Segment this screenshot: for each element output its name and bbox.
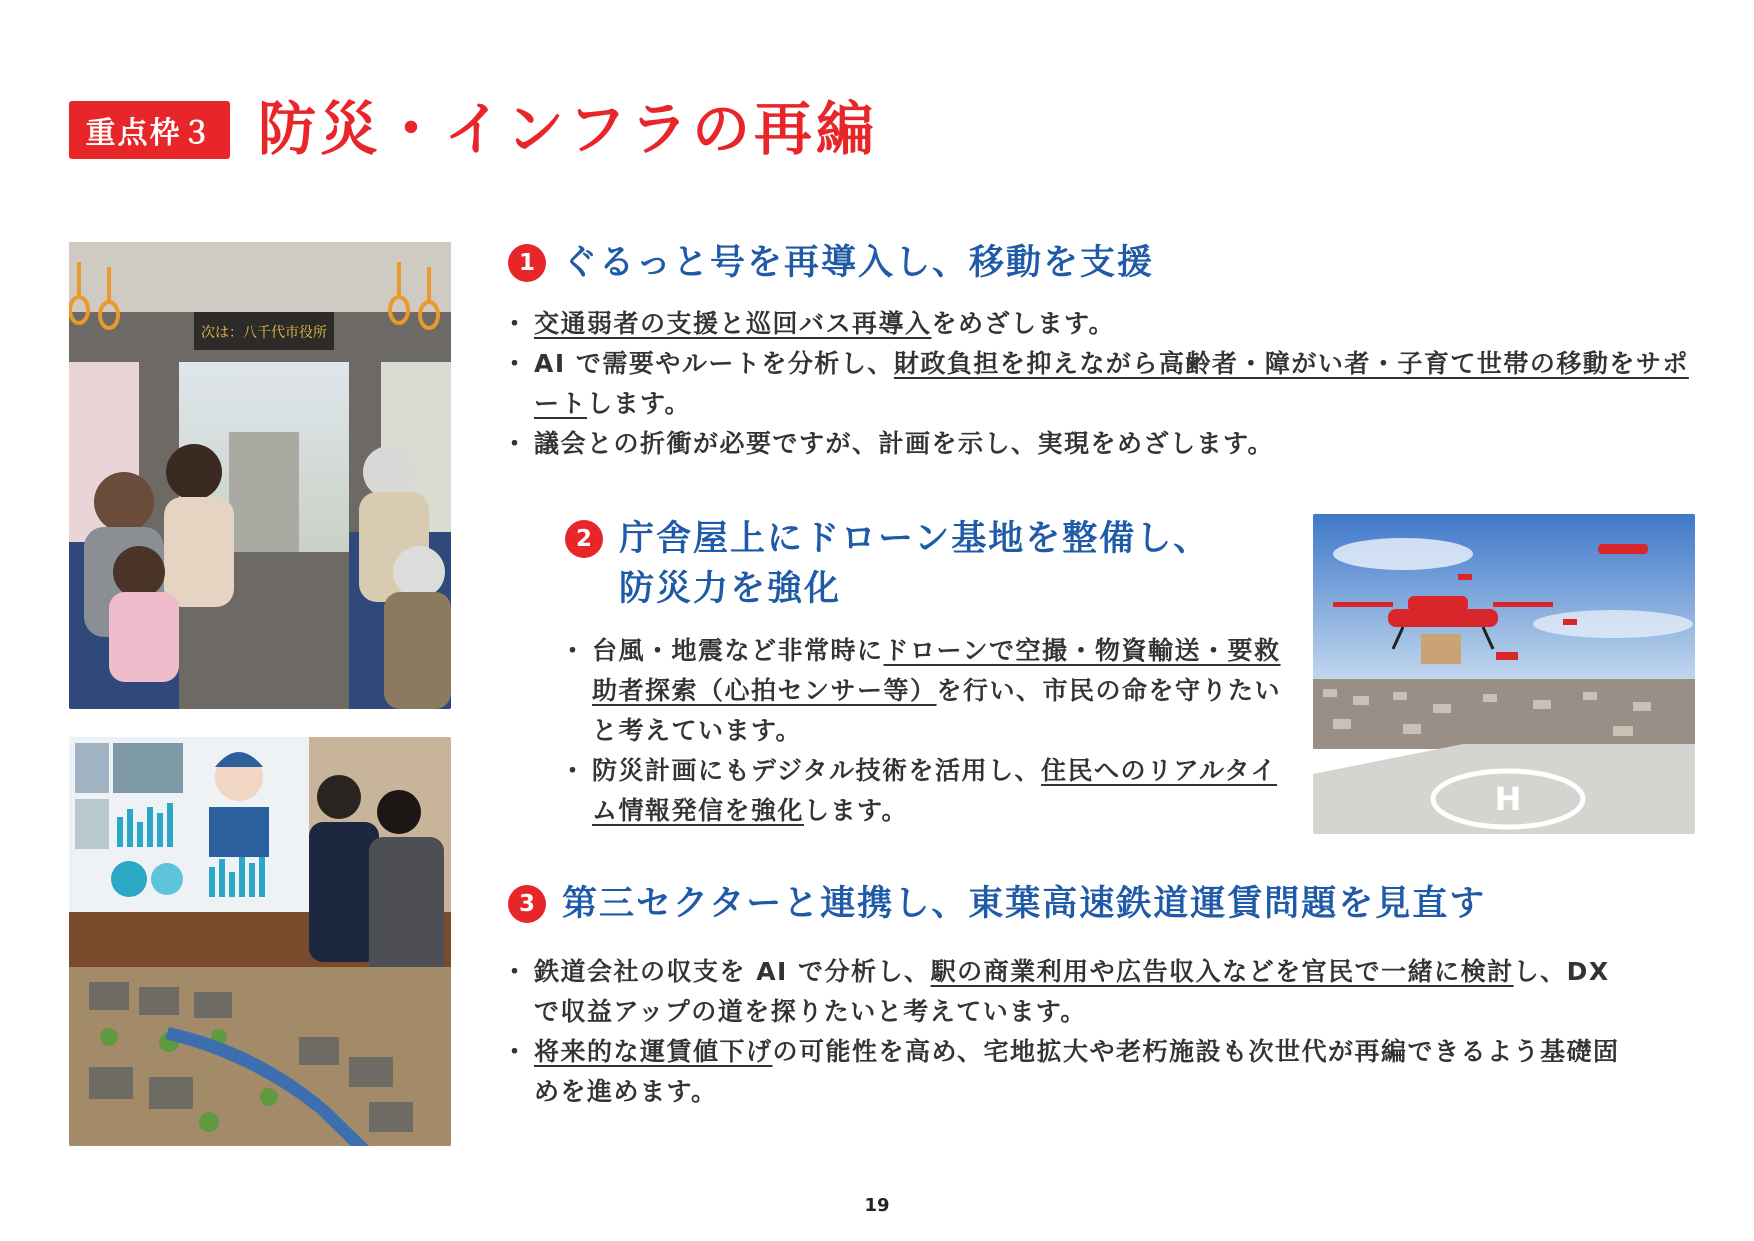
bullet-text: AI で需要やルートを分析し、	[534, 349, 894, 378]
bullet-text: します。	[804, 796, 909, 825]
section-3-heading	[508, 879, 1486, 929]
section-title-line: 庁舎屋上にドローン基地を整備し、	[619, 519, 1211, 559]
bullet-item	[506, 424, 1706, 464]
bullet-item	[506, 952, 1636, 1032]
bus-interior-photo	[69, 242, 451, 709]
underlined-text: ドローンで空撮・物資輸送・要救助者探索（心拍センサー等）	[592, 636, 1281, 705]
bullet-text: 防災計画にもデジタル技術を活用し、	[592, 756, 1042, 785]
section-2-bullets	[564, 631, 1284, 831]
bullet-item	[506, 304, 1706, 344]
section-number-badge: 3	[508, 885, 546, 923]
underlined-text: 駅の商業利用や広告収入などを官民で一緒に検討	[930, 957, 1514, 986]
bullet-text: 鉄道会社の収支を AI で分析し、	[534, 957, 931, 986]
bullet-item	[564, 751, 1284, 831]
page-title: 防災・インフラの再編	[258, 95, 879, 163]
section-title	[619, 514, 1210, 614]
section-title-line: 防災力を強化	[619, 569, 842, 609]
underlined-text: 交通弱者の支援と巡回バス再導入	[534, 309, 932, 338]
bullet-item	[506, 344, 1706, 424]
bullet-text: の可能性を高め、宅地拡大や老朽施設も次世代が再編できるよう基礎固めを進めます。	[534, 1037, 1620, 1106]
section-title-line: 第三セクターと連携し、東葉高速鉄道運賃問題を見直す	[562, 884, 1487, 924]
section-number-badge: 2	[565, 520, 603, 558]
bullet-text: し、DX で収益アップの道を探りたいと考えています。	[534, 957, 1610, 1026]
meeting-city-model-photo	[69, 737, 451, 1146]
underlined-text: 財政負担を抑えながら高齢者・障がい者・子育て世帯の移動をサポート	[534, 349, 1689, 418]
section-2-heading	[565, 514, 1210, 614]
svg-text:H: H	[1494, 780, 1522, 818]
underlined-text: 住民へのリアルタイム情報発信を強化	[592, 756, 1278, 825]
bullet-text: 議会との折衝が必要ですが、計画を示し、実現をめざします。	[534, 429, 1275, 458]
bullet-text: を行い、市民の命を守りたいと考えています。	[592, 676, 1282, 745]
section-1-bullets	[506, 304, 1706, 464]
section-title-line: ぐるっと号を再導入し、移動を支援	[562, 243, 1155, 283]
bullet-text: します。	[587, 389, 692, 418]
bullet-text: をめざします。	[931, 309, 1116, 338]
section-badge: 重点枠３	[69, 101, 230, 159]
page-number: 19	[864, 1195, 890, 1216]
underlined-text: 将来的な運賃値下げ	[534, 1037, 773, 1066]
section-title	[562, 879, 1486, 929]
section-3-bullets	[506, 952, 1636, 1112]
section-1-heading	[508, 238, 1154, 288]
bullet-text: 台風・地震など非常時に	[592, 636, 884, 665]
section-number-badge: 1	[508, 244, 546, 282]
bullet-item	[564, 631, 1284, 751]
bullet-item	[506, 1032, 1636, 1112]
bus-destination-sign: 次は：八千代市役所	[201, 325, 327, 341]
drone-rooftop-photo	[1313, 514, 1695, 834]
section-title	[562, 238, 1154, 288]
